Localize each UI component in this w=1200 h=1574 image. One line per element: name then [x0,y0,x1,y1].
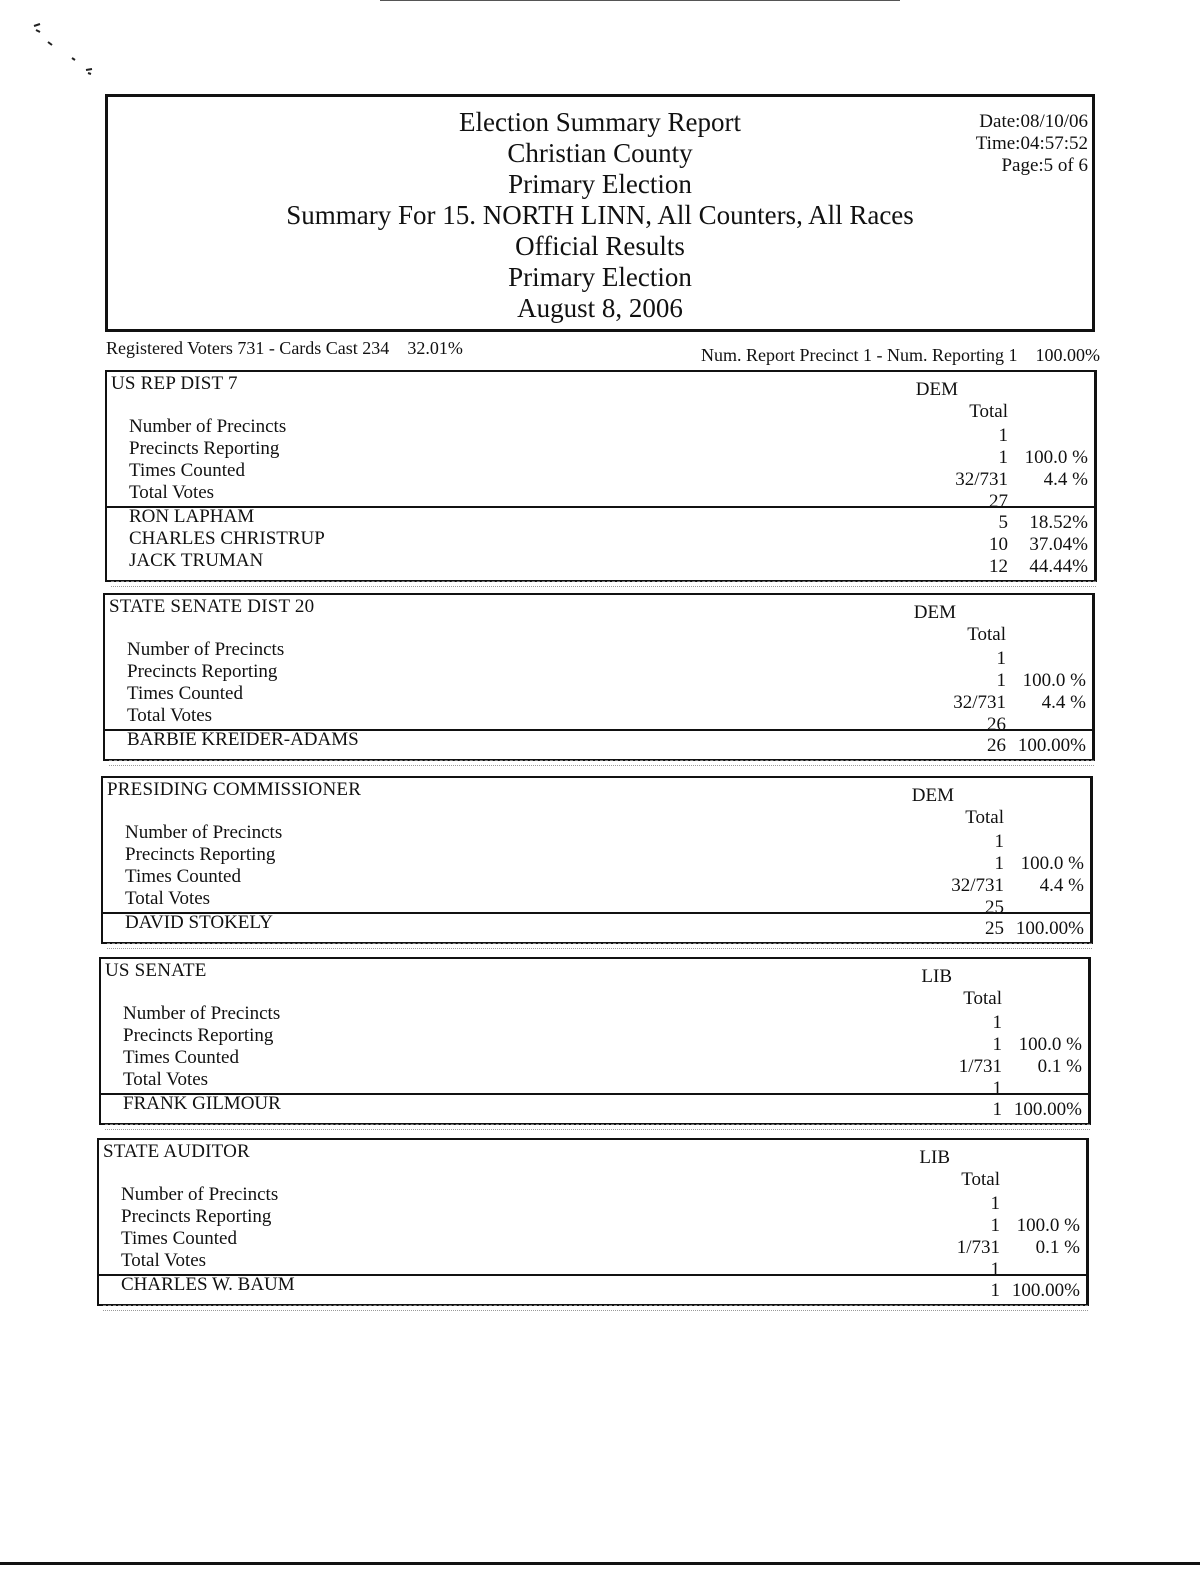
candidate-votes: 26 [987,735,1006,756]
candidate-percent: 37.04% [1029,534,1088,555]
total-column-header: Total [963,988,1002,1009]
total-column-header: Total [967,624,1006,645]
stat-value: 1 [992,1034,1002,1055]
race-title: STATE SENATE DIST 20 [109,596,315,617]
stat-value: 27 [989,491,1008,512]
candidate-name: JACK TRUMAN [129,550,264,571]
stat-row [103,888,1090,918]
stat-row [99,1206,1086,1236]
stat-percent: 4.4 % [1041,692,1086,713]
party-label: DEM [911,785,954,806]
candidate-votes: 1 [990,1280,1000,1301]
results-status: Official Results [515,231,685,261]
candidate-row [107,528,1094,555]
reporting-percent: 100.00% [1035,345,1100,365]
stat-label: Number of Precincts [125,822,283,843]
candidate-percent: 100.00% [1017,735,1086,756]
stat-percent: 0.1 % [1037,1056,1082,1077]
stat-row [101,1025,1088,1055]
stat-value: 1 [992,1078,1002,1099]
stat-percent: 100.0 % [1020,853,1084,874]
election-date: August 8, 2006 [517,293,683,323]
stat-value: 25 [985,897,1004,918]
candidate-name: CHARLES W. BAUM [121,1274,295,1295]
stat-label: Total Votes [127,705,213,726]
stat-label: Total Votes [129,482,215,503]
candidate-row [101,1093,1088,1120]
candidate-votes: 5 [998,512,1008,533]
stat-label: Number of Precincts [123,1003,281,1024]
stat-label: Total Votes [125,888,211,909]
report-header-box [105,94,1095,332]
race-title: US SENATE [105,960,207,981]
scan-top-line [380,0,900,1]
total-column-header: Total [961,1169,1000,1190]
race-box [103,593,1095,761]
race-title: US REP DIST 7 [111,373,238,394]
candidate-votes: 10 [989,534,1008,555]
race-title: PRESIDING COMMISSIONER [107,779,362,800]
candidate-percent: 100.00% [1015,918,1084,939]
stat-row [103,866,1090,896]
stat-row [103,822,1090,852]
stat-label: Times Counted [129,460,245,481]
party-label: LIB [919,1147,950,1168]
candidate-percent: 100.00% [1013,1099,1082,1120]
stat-row [107,438,1094,468]
report-date: Date:08/10/06 [979,111,1088,132]
stat-value: 1 [998,447,1008,468]
candidate-row [107,506,1094,533]
stat-value: 1 [990,1259,1000,1280]
candidate-row [103,912,1090,939]
stat-label: Number of Precincts [129,416,287,437]
party-label: DEM [913,602,956,623]
stat-row [105,683,1092,713]
candidate-percent: 18.52% [1029,512,1088,533]
registered-voters-text: Registered Voters 731 - Cards Cast 234 [106,338,390,358]
stat-row [99,1250,1086,1280]
stat-label: Number of Precincts [127,639,285,660]
stat-value: 32/731 [953,692,1006,713]
candidate-name: CHARLES CHRISTRUP [129,528,325,549]
stat-value: 1 [990,1215,1000,1236]
stat-row [107,482,1094,512]
candidate-row [99,1274,1086,1301]
race-title: STATE AUDITOR [103,1141,250,1162]
candidate-name: BARBIE KREIDER-ADAMS [127,729,359,750]
stat-label: Number of Precincts [121,1184,279,1205]
stat-label: Times Counted [125,866,241,887]
stat-label: Times Counted [127,683,243,704]
turnout-percent: 32.01% [407,338,463,358]
candidate-votes: 25 [985,918,1004,939]
stat-row [99,1228,1086,1258]
report-meta [976,111,1088,177]
stat-percent: 0.1 % [1035,1237,1080,1258]
stat-value: 1 [994,831,1004,852]
stat-label: Times Counted [121,1228,237,1249]
stat-row [101,1003,1088,1033]
scan-speck-marks [28,18,98,88]
candidate-votes: 1 [992,1099,1002,1120]
party-label: LIB [921,966,952,987]
candidate-percent: 44.44% [1029,556,1088,577]
party-label: DEM [915,379,958,400]
stat-value: 1/731 [956,1237,1000,1258]
candidate-row [105,729,1092,756]
stat-row [103,844,1090,874]
stat-value: 1 [990,1193,1000,1214]
scan-bottom-edge [0,1562,1200,1565]
candidate-name: DAVID STOKELY [125,912,273,933]
stat-percent: 100.0 % [1022,670,1086,691]
total-column-header: Total [969,401,1008,422]
stat-value: 1/731 [958,1056,1002,1077]
stat-value: 1 [996,670,1006,691]
candidate-row [107,550,1094,577]
candidate-name: FRANK GILMOUR [123,1093,281,1114]
summary-scope: Summary For 15. NORTH LINN, All Counters, All Races [286,200,914,230]
report-page: Page:5 of 6 [1001,155,1088,176]
precinct-reporting-text: Num. Report Precinct 1 - Num. Reporting 1 [701,345,1018,365]
stat-row [105,639,1092,669]
stat-percent: 4.4 % [1039,875,1084,896]
stat-value: 1 [992,1012,1002,1033]
stat-percent: 100.0 % [1024,447,1088,468]
candidate-name: RON LAPHAM [129,506,255,527]
report-title: Election Summary Report [459,107,741,137]
precinct-reporting-summary [701,345,1100,366]
stat-value: 1 [998,425,1008,446]
stat-row [107,460,1094,490]
race-box [101,776,1093,944]
election-type-repeat: Primary Election [508,262,692,292]
stat-label: Precincts Reporting [127,661,278,682]
stat-percent: 100.0 % [1018,1034,1082,1055]
report-header-lines [108,107,1092,324]
race-box [99,957,1091,1125]
stat-row [101,1069,1088,1099]
stat-percent: 100.0 % [1016,1215,1080,1236]
registered-voters-summary [106,338,463,359]
stat-row [105,705,1092,735]
report-time: Time:04:57:52 [975,133,1088,154]
stat-value: 26 [987,714,1006,735]
stat-percent: 4.4 % [1043,469,1088,490]
stat-value: 32/731 [955,469,1008,490]
total-column-header: Total [965,807,1004,828]
stat-label: Times Counted [123,1047,239,1068]
candidate-percent: 100.00% [1011,1280,1080,1301]
candidate-votes: 12 [989,556,1008,577]
stat-row [107,416,1094,446]
race-box [105,370,1097,582]
stat-label: Precincts Reporting [129,438,280,459]
stat-row [99,1184,1086,1214]
stat-row [101,1047,1088,1077]
stat-label: Precincts Reporting [123,1025,274,1046]
stat-row [105,661,1092,691]
stat-label: Precincts Reporting [121,1206,272,1227]
stat-label: Total Votes [121,1250,207,1271]
stat-value: 1 [996,648,1006,669]
race-box [97,1138,1089,1306]
stat-value: 32/731 [951,875,1004,896]
election-type: Primary Election [508,169,692,199]
stat-label: Precincts Reporting [125,844,276,865]
county-name: Christian County [507,138,693,168]
stat-value: 1 [994,853,1004,874]
stat-label: Total Votes [123,1069,209,1090]
